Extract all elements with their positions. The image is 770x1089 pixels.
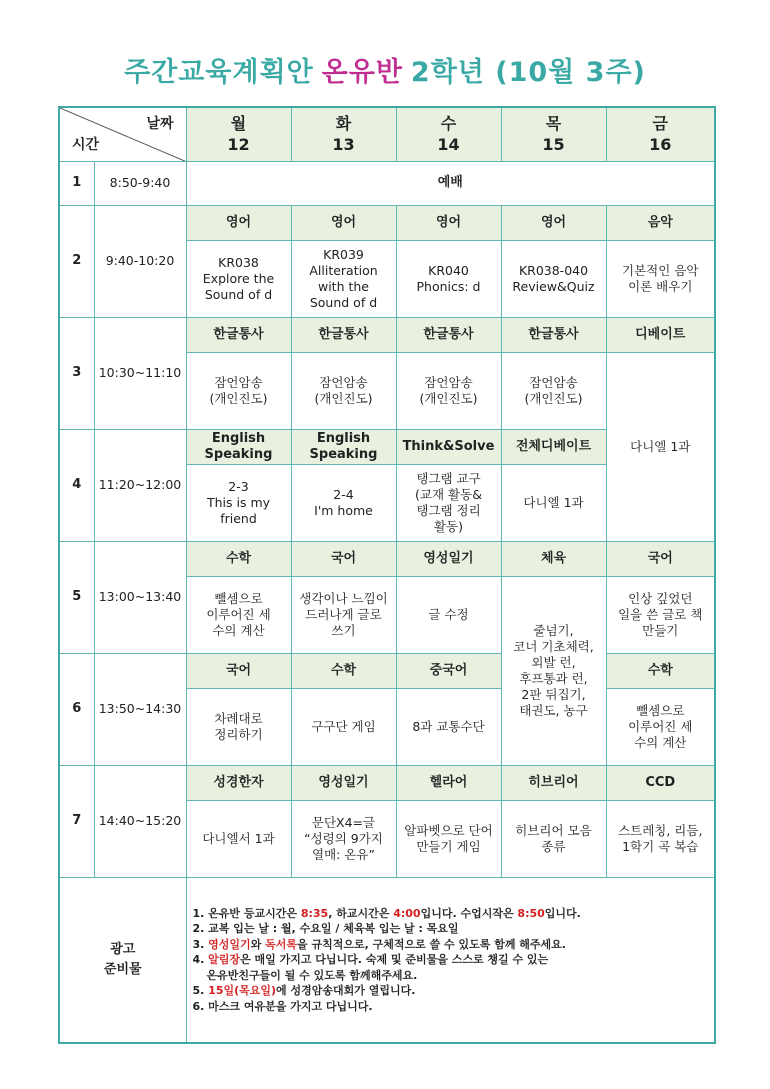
period-number: 5 bbox=[59, 541, 94, 653]
content-cell: 뺄셈으로 이루어진 세 수의 계산 bbox=[186, 576, 291, 653]
notes-label: 광고 준비물 bbox=[59, 877, 186, 1043]
title-class: 온유반 bbox=[321, 57, 403, 88]
page-title bbox=[0, 50, 770, 89]
subject-cell: 한글통사 bbox=[186, 317, 291, 352]
content-cell: 잠언암송 (개인진도) bbox=[291, 352, 396, 429]
weekly-plan-table bbox=[58, 106, 716, 1044]
note-line-5: 5. 15일(목요일)에 성경암송대회가 열립니다. bbox=[192, 984, 416, 997]
content-cell: 8과 교통수단 bbox=[396, 688, 501, 765]
content-cell: 알파벳으로 단어 만들기 게임 bbox=[396, 800, 501, 877]
time-label: 시간 bbox=[72, 136, 100, 153]
note-line-4b: 온유반친구들이 될 수 있도록 함께해주세요. bbox=[206, 968, 418, 982]
content-cell: 생각이나 느낌이 드러나게 글로 쓰기 bbox=[291, 576, 396, 653]
content-cell: 뺄셈으로 이루어진 세 수의 계산 bbox=[606, 688, 715, 765]
subject-cell: 영어 bbox=[291, 205, 396, 240]
subject-cell: 음악 bbox=[606, 205, 715, 240]
subject-cell: 국어 bbox=[291, 541, 396, 576]
subject-cell: 한글통사 bbox=[396, 317, 501, 352]
worship-cell: 예배 bbox=[186, 161, 715, 205]
subject-cell: 영어 bbox=[501, 205, 606, 240]
subject-cell: 영성일기 bbox=[291, 765, 396, 800]
day-header-wed: 수 14 bbox=[396, 107, 501, 161]
date-label: 날짜 bbox=[146, 116, 174, 132]
content-cell: KR039 Alliteration with the Sound of d bbox=[291, 240, 396, 317]
subject-cell: 성경한자 bbox=[186, 765, 291, 800]
content-cell-pe: 줄넘기, 코너 기초체력, 외발 런, 후프통과 런, 2판 뒤집기, 태권도, 농구 bbox=[501, 576, 606, 765]
period-number: 6 bbox=[59, 653, 94, 765]
content-cell: KR038-040 Review&Quiz bbox=[501, 240, 606, 317]
content-cell: 잠언암송 (개인진도) bbox=[186, 352, 291, 429]
note-line-4: 4. 알림장은 매일 가지고 다닙니다. 숙제 및 준비물을 스스로 챙길 수 있는 bbox=[192, 953, 549, 966]
subject-cell: 영성일기 bbox=[396, 541, 501, 576]
period-number: 2 bbox=[59, 205, 94, 317]
subject-cell: 체육 bbox=[501, 541, 606, 576]
period-number: 4 bbox=[59, 429, 94, 541]
day-header-mon: 월 12 bbox=[186, 107, 291, 161]
period-number: 3 bbox=[59, 317, 94, 429]
subject-cell: 수학 bbox=[606, 653, 715, 688]
period-time: 13:00~13:40 bbox=[94, 541, 186, 653]
header-corner bbox=[59, 107, 186, 161]
period-time: 9:40-10:20 bbox=[94, 205, 186, 317]
notes-cell bbox=[186, 877, 715, 1043]
content-cell: KR040 Phonics: d bbox=[396, 240, 501, 317]
content-cell: 기본적인 음악 이론 배우기 bbox=[606, 240, 715, 317]
content-cell: 다니엘 1과 bbox=[501, 464, 606, 541]
day-header-thu: 목 15 bbox=[501, 107, 606, 161]
content-cell: 다니엘서 1과 bbox=[186, 800, 291, 877]
content-cell: 글 수정 bbox=[396, 576, 501, 653]
subject-cell: 영어 bbox=[186, 205, 291, 240]
period-number: 7 bbox=[59, 765, 94, 877]
note-line-1: 1. 온유반 등교시간은 8:35, 하교시간은 4:00입니다. 수업시작은 8:50입니다. bbox=[192, 906, 581, 920]
note-line-2: 2. 교복 입는 날 : 월, 수요일 / 체육복 입는 날 : 목요일 bbox=[192, 922, 459, 935]
content-cell: 문단X4=글 “성령의 9가지 열매: 온유” bbox=[291, 800, 396, 877]
period-time: 14:40~15:20 bbox=[94, 765, 186, 877]
title-grade-week: 2학년 (10월 3주) bbox=[410, 57, 646, 88]
subject-cell: English Speaking bbox=[186, 429, 291, 464]
content-cell-debate: 다니엘 1과 bbox=[606, 352, 715, 541]
title-main: 주간교육계획안 bbox=[124, 57, 314, 88]
subject-cell: 한글통사 bbox=[291, 317, 396, 352]
subject-cell: 디베이트 bbox=[606, 317, 715, 352]
content-cell: 잠언암송 (개인진도) bbox=[396, 352, 501, 429]
subject-cell: English Speaking bbox=[291, 429, 396, 464]
content-cell: KR038 Explore the Sound of d bbox=[186, 240, 291, 317]
note-line-3: 3. 영성일기와 독서록을 규칙적으로, 구체적으로 쓸 수 있도록 함께 해주세요. bbox=[192, 937, 566, 951]
content-cell: 구구단 게임 bbox=[291, 688, 396, 765]
content-cell: 2-4 I'm home bbox=[291, 464, 396, 541]
period-number: 1 bbox=[59, 161, 94, 205]
subject-cell: 영어 bbox=[396, 205, 501, 240]
subject-cell: 국어 bbox=[606, 541, 715, 576]
day-header-fri: 금 16 bbox=[606, 107, 715, 161]
day-header-tue: 화 13 bbox=[291, 107, 396, 161]
period-time: 10:30~11:10 bbox=[94, 317, 186, 429]
period-time: 13:50~14:30 bbox=[94, 653, 186, 765]
note-line-6: 6. 마스크 여유분을 가지고 다닙니다. bbox=[192, 999, 373, 1013]
period-time: 8:50-9:40 bbox=[94, 161, 186, 205]
subject-cell: Think&Solve bbox=[396, 429, 501, 464]
content-cell: 2-3 This is my friend bbox=[186, 464, 291, 541]
subject-cell: 수학 bbox=[291, 653, 396, 688]
content-cell: 스트레칭, 리듬, 1학기 곡 복습 bbox=[606, 800, 715, 877]
subject-cell: CCD bbox=[606, 765, 715, 800]
content-cell: 인상 깊었던 일을 쓴 글로 책 만들기 bbox=[606, 576, 715, 653]
content-cell: 탱그램 교구 (교재 활동& 탱그램 정리 활동) bbox=[396, 464, 501, 541]
content-cell: 잠언암송 (개인진도) bbox=[501, 352, 606, 429]
content-cell: 차례대로 정리하기 bbox=[186, 688, 291, 765]
subject-cell: 수학 bbox=[186, 541, 291, 576]
subject-cell: 헬라어 bbox=[396, 765, 501, 800]
subject-cell: 중국어 bbox=[396, 653, 501, 688]
subject-cell: 전체디베이트 bbox=[501, 429, 606, 464]
period-time: 11:20~12:00 bbox=[94, 429, 186, 541]
subject-cell: 히브리어 bbox=[501, 765, 606, 800]
subject-cell: 국어 bbox=[186, 653, 291, 688]
subject-cell: 한글통사 bbox=[501, 317, 606, 352]
content-cell: 히브리어 모음 종류 bbox=[501, 800, 606, 877]
